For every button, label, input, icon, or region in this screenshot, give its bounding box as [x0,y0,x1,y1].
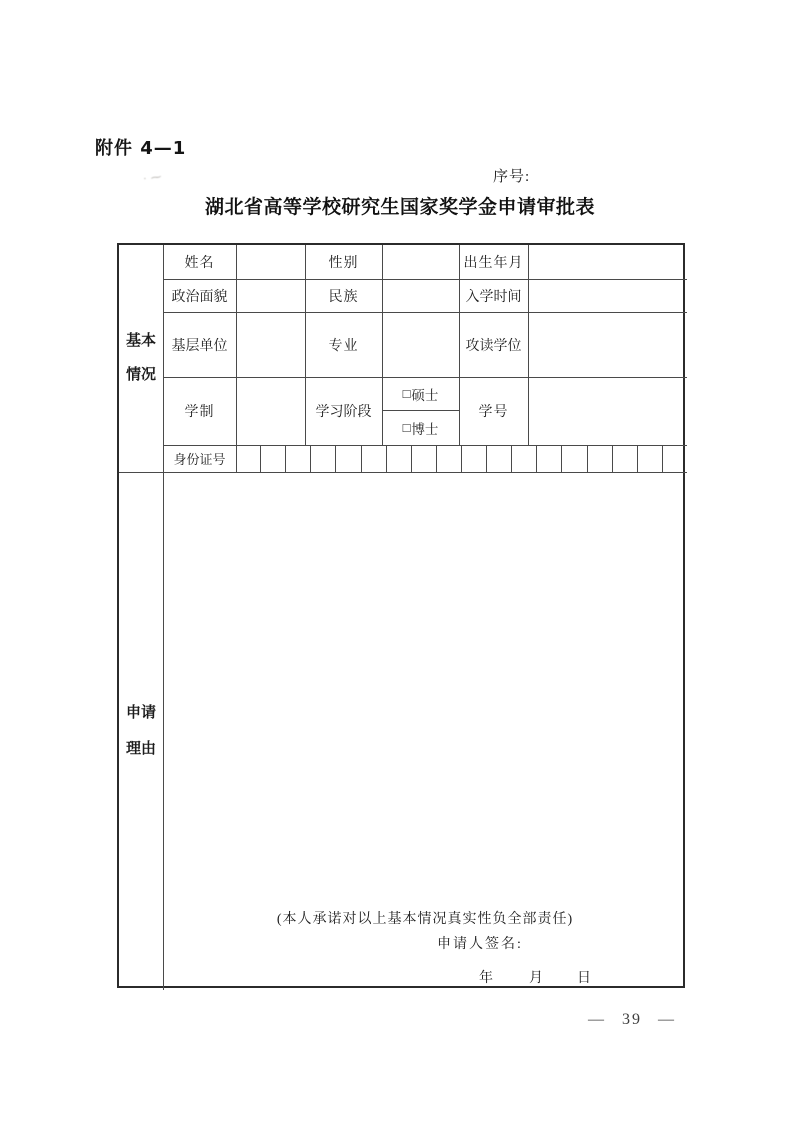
input-cell-degree-pursued [528,312,687,377]
input-cell-name [236,245,305,279]
attachment-label: 附件 4—1 [95,138,187,159]
section-reason-line2: 理由 [125,740,156,757]
section-label-application-reason [119,472,163,990]
field-label-study-duration: 学制 [184,405,215,420]
id-digit-cell [536,445,561,472]
id-digit-cell [612,445,637,472]
id-digit-cell [285,445,310,472]
field-label-name: 姓名 [184,256,215,271]
field-label-major: 专业 [328,338,359,354]
input-cell-ethnicity [382,279,459,312]
input-cell-enrollment-date [528,279,687,312]
id-digit-cell [637,445,662,472]
id-digit-cell [411,445,436,472]
input-cell-political-status [236,279,305,312]
id-digit-cell [310,445,335,472]
field-label-id-number: 身份证号 [173,452,226,467]
field-label-base-unit: 基层单位 [171,338,228,354]
signature-date-line [163,967,687,985]
field-label-ethnicity: 民族 [328,289,359,305]
date-year-label: 年 [479,971,493,986]
input-cell-base-unit [236,312,305,377]
application-form-table [117,243,685,988]
input-cell-gender [382,245,459,279]
section-basic-line1: 基本 [125,333,156,349]
field-label-birth-date: 出生年月 [463,256,524,271]
id-digit-cell [662,445,687,472]
id-digit-cell [236,445,260,472]
date-month-label: 月 [529,971,543,986]
serial-number-label: 序号: [493,169,531,185]
input-cell-major [382,312,459,377]
page-title: 湖北省高等学校研究生国家奖学金申请审批表 [204,196,595,218]
checkbox-icon: □ [402,385,411,401]
input-cell-study-duration [236,377,305,445]
section-basic-line2: 情况 [125,367,156,383]
field-label-political-status: 政治面貌 [171,289,228,305]
field-label-gender: 性别 [328,256,359,271]
id-digit-cell [436,445,461,472]
pledge-note: (本人承诺对以上基本情况真实性负全部责任) [276,912,574,927]
page-number: — 39 — [588,1011,676,1028]
field-label-degree-pursued: 攻读学位 [465,338,522,354]
section-reason-line1: 申请 [125,704,156,721]
checkbox-label-doctor: 博士 [411,421,439,437]
id-digit-cell [260,445,285,472]
scan-artifact: ·⁓ [142,170,167,186]
id-digit-cell [361,445,386,472]
application-reason-area [163,472,687,990]
id-digit-cell [386,445,411,472]
id-digit-cell [335,445,360,472]
input-cell-student-number [528,377,687,445]
id-digit-cell [587,445,612,472]
date-day-label: 日 [577,971,591,986]
applicant-signature-label: 申请人签名: [437,937,523,952]
id-number-digit-grid [236,445,687,472]
field-label-enrollment-date: 入学时间 [465,289,522,305]
id-digit-cell [486,445,511,472]
id-digit-cell [511,445,536,472]
checkbox-option-doctor [382,410,459,445]
checkbox-icon: □ [402,419,411,435]
field-label-study-stage: 学习阶段 [315,405,372,420]
input-cell-birth-date [528,245,687,279]
section-label-basic-info [119,245,163,472]
id-digit-cell [561,445,586,472]
field-label-student-number: 学号 [478,405,509,420]
id-digit-cell [461,445,486,472]
checkbox-label-master: 硕士 [411,387,439,403]
checkbox-option-master [382,377,459,410]
